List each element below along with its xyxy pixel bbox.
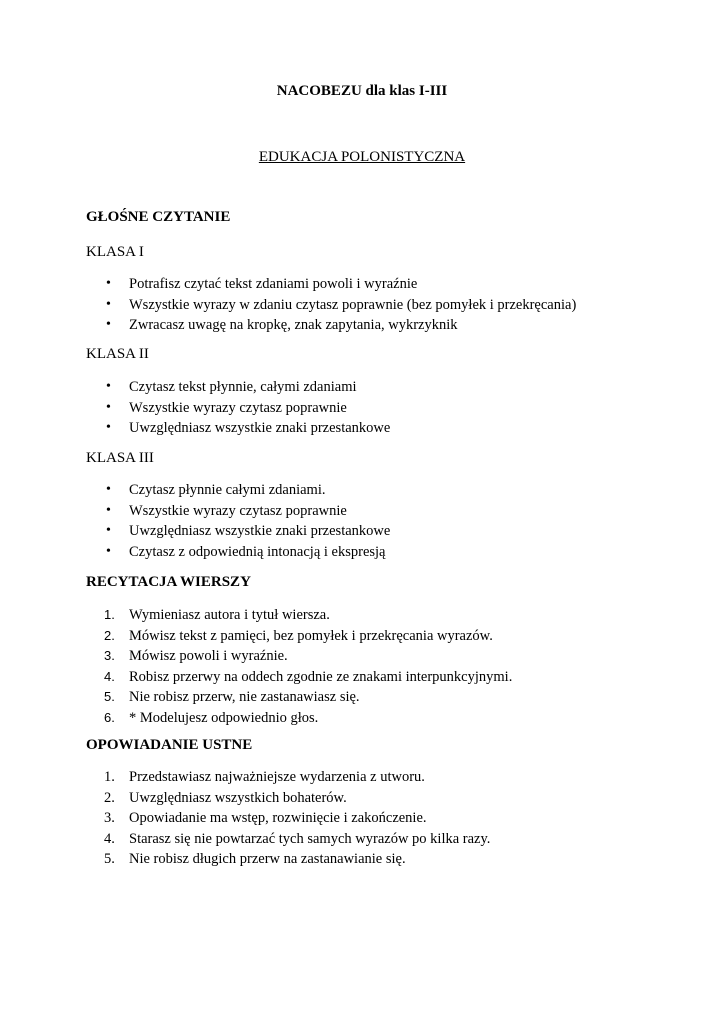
list-number: 2. bbox=[104, 789, 115, 806]
list-item-text: Robisz przerwy na oddech zgodnie ze znakami interpunkcyjnymi. bbox=[129, 668, 513, 685]
list-item-text: Mówisz tekst z pamięci, bez pomyłek i przekręcania wyrazów. bbox=[129, 627, 493, 644]
list-number: 6. bbox=[104, 709, 115, 725]
list-item bbox=[86, 667, 512, 688]
list-item: • Czytasz płynnie całymi zdaniami. bbox=[86, 480, 390, 501]
list-number: 2. bbox=[104, 627, 115, 643]
document-subtitle: EDUKACJA POLONISTYCZNA bbox=[258, 149, 466, 165]
list-item-text: Uwzględniasz wszystkich bohaterów. bbox=[129, 789, 347, 806]
opowiadanie-list bbox=[86, 767, 490, 870]
list-item-text: Mówisz powoli i wyraźnie. bbox=[129, 648, 288, 664]
klasa-1-list bbox=[86, 274, 576, 336]
list-item-text: Nie robisz przerw, nie zastanawiasz się. bbox=[129, 689, 360, 705]
list-item bbox=[86, 829, 490, 850]
section-heading-opowiadanie: OPOWIADANIE USTNE bbox=[86, 737, 253, 753]
list-item: • Czytasz tekst płynnie, całymi zdaniami bbox=[86, 377, 390, 398]
section-heading-glosne-czytanie: GŁOŚNE CZYTANIE bbox=[86, 209, 231, 225]
list-number: 5. bbox=[104, 689, 115, 704]
list-number: 4. bbox=[104, 668, 115, 684]
list-item-text: Wymieniasz autora i tytuł wiersza. bbox=[129, 607, 330, 623]
list-item bbox=[86, 626, 512, 647]
document-title: NACOBEZU dla klas I-III bbox=[276, 83, 448, 99]
klasa-3-label: KLASA III bbox=[86, 450, 154, 466]
list-item: • Wszystkie wyrazy czytasz poprawnie bbox=[86, 398, 390, 419]
list-item bbox=[86, 605, 512, 626]
list-item-text: * Modelujesz odpowiednio głos. bbox=[129, 709, 319, 726]
list-item-text: Przedstawiasz najważniejsze wydarzenia z utworu. bbox=[129, 769, 425, 785]
list-item bbox=[86, 767, 490, 788]
list-number: 3. bbox=[104, 810, 115, 826]
klasa-1-label: KLASA I bbox=[86, 244, 144, 260]
list-item: • Zwracasz uwagę na kropkę, znak zapytania, wykrzyknik bbox=[86, 315, 576, 336]
list-item bbox=[86, 808, 490, 829]
list-number: 3. bbox=[104, 648, 115, 663]
list-item-text: Starasz się nie powtarzać tych samych wyrazów po kilka razy. bbox=[129, 830, 491, 847]
list-item: • Uwzględniasz wszystkie znaki przestankowe bbox=[86, 418, 390, 439]
list-item: • Czytasz z odpowiednią intonacją i ekspresją bbox=[86, 542, 390, 563]
list-item-text: Nie robisz długich przerw na zastanawianie się. bbox=[129, 851, 406, 867]
list-number: 1. bbox=[104, 607, 115, 622]
section-heading-recytacja: RECYTACJA WIERSZY bbox=[86, 574, 251, 590]
klasa-2-label: KLASA II bbox=[86, 346, 149, 362]
list-number: 1. bbox=[104, 769, 115, 785]
list-item bbox=[86, 788, 490, 809]
list-item: • Potrafisz czytać tekst zdaniami powoli i wyraźnie bbox=[86, 274, 576, 295]
klasa-2-list bbox=[86, 377, 390, 439]
list-item: • Wszystkie wyrazy czytasz poprawnie bbox=[86, 501, 390, 522]
list-item: • Wszystkie wyrazy w zdaniu czytasz poprawnie (bez pomyłek i przekręcania) bbox=[86, 295, 576, 316]
recytacja-list bbox=[86, 605, 512, 728]
list-item bbox=[86, 708, 512, 729]
klasa-3-list bbox=[86, 480, 390, 562]
list-item bbox=[86, 849, 490, 870]
list-number: 5. bbox=[104, 851, 115, 867]
list-item-text: Opowiadanie ma wstęp, rozwinięcie i zakończenie. bbox=[129, 810, 427, 826]
list-item bbox=[86, 687, 512, 708]
list-item bbox=[86, 646, 512, 667]
list-item: • Uwzględniasz wszystkie znaki przestankowe bbox=[86, 521, 390, 542]
list-number: 4. bbox=[104, 830, 115, 847]
